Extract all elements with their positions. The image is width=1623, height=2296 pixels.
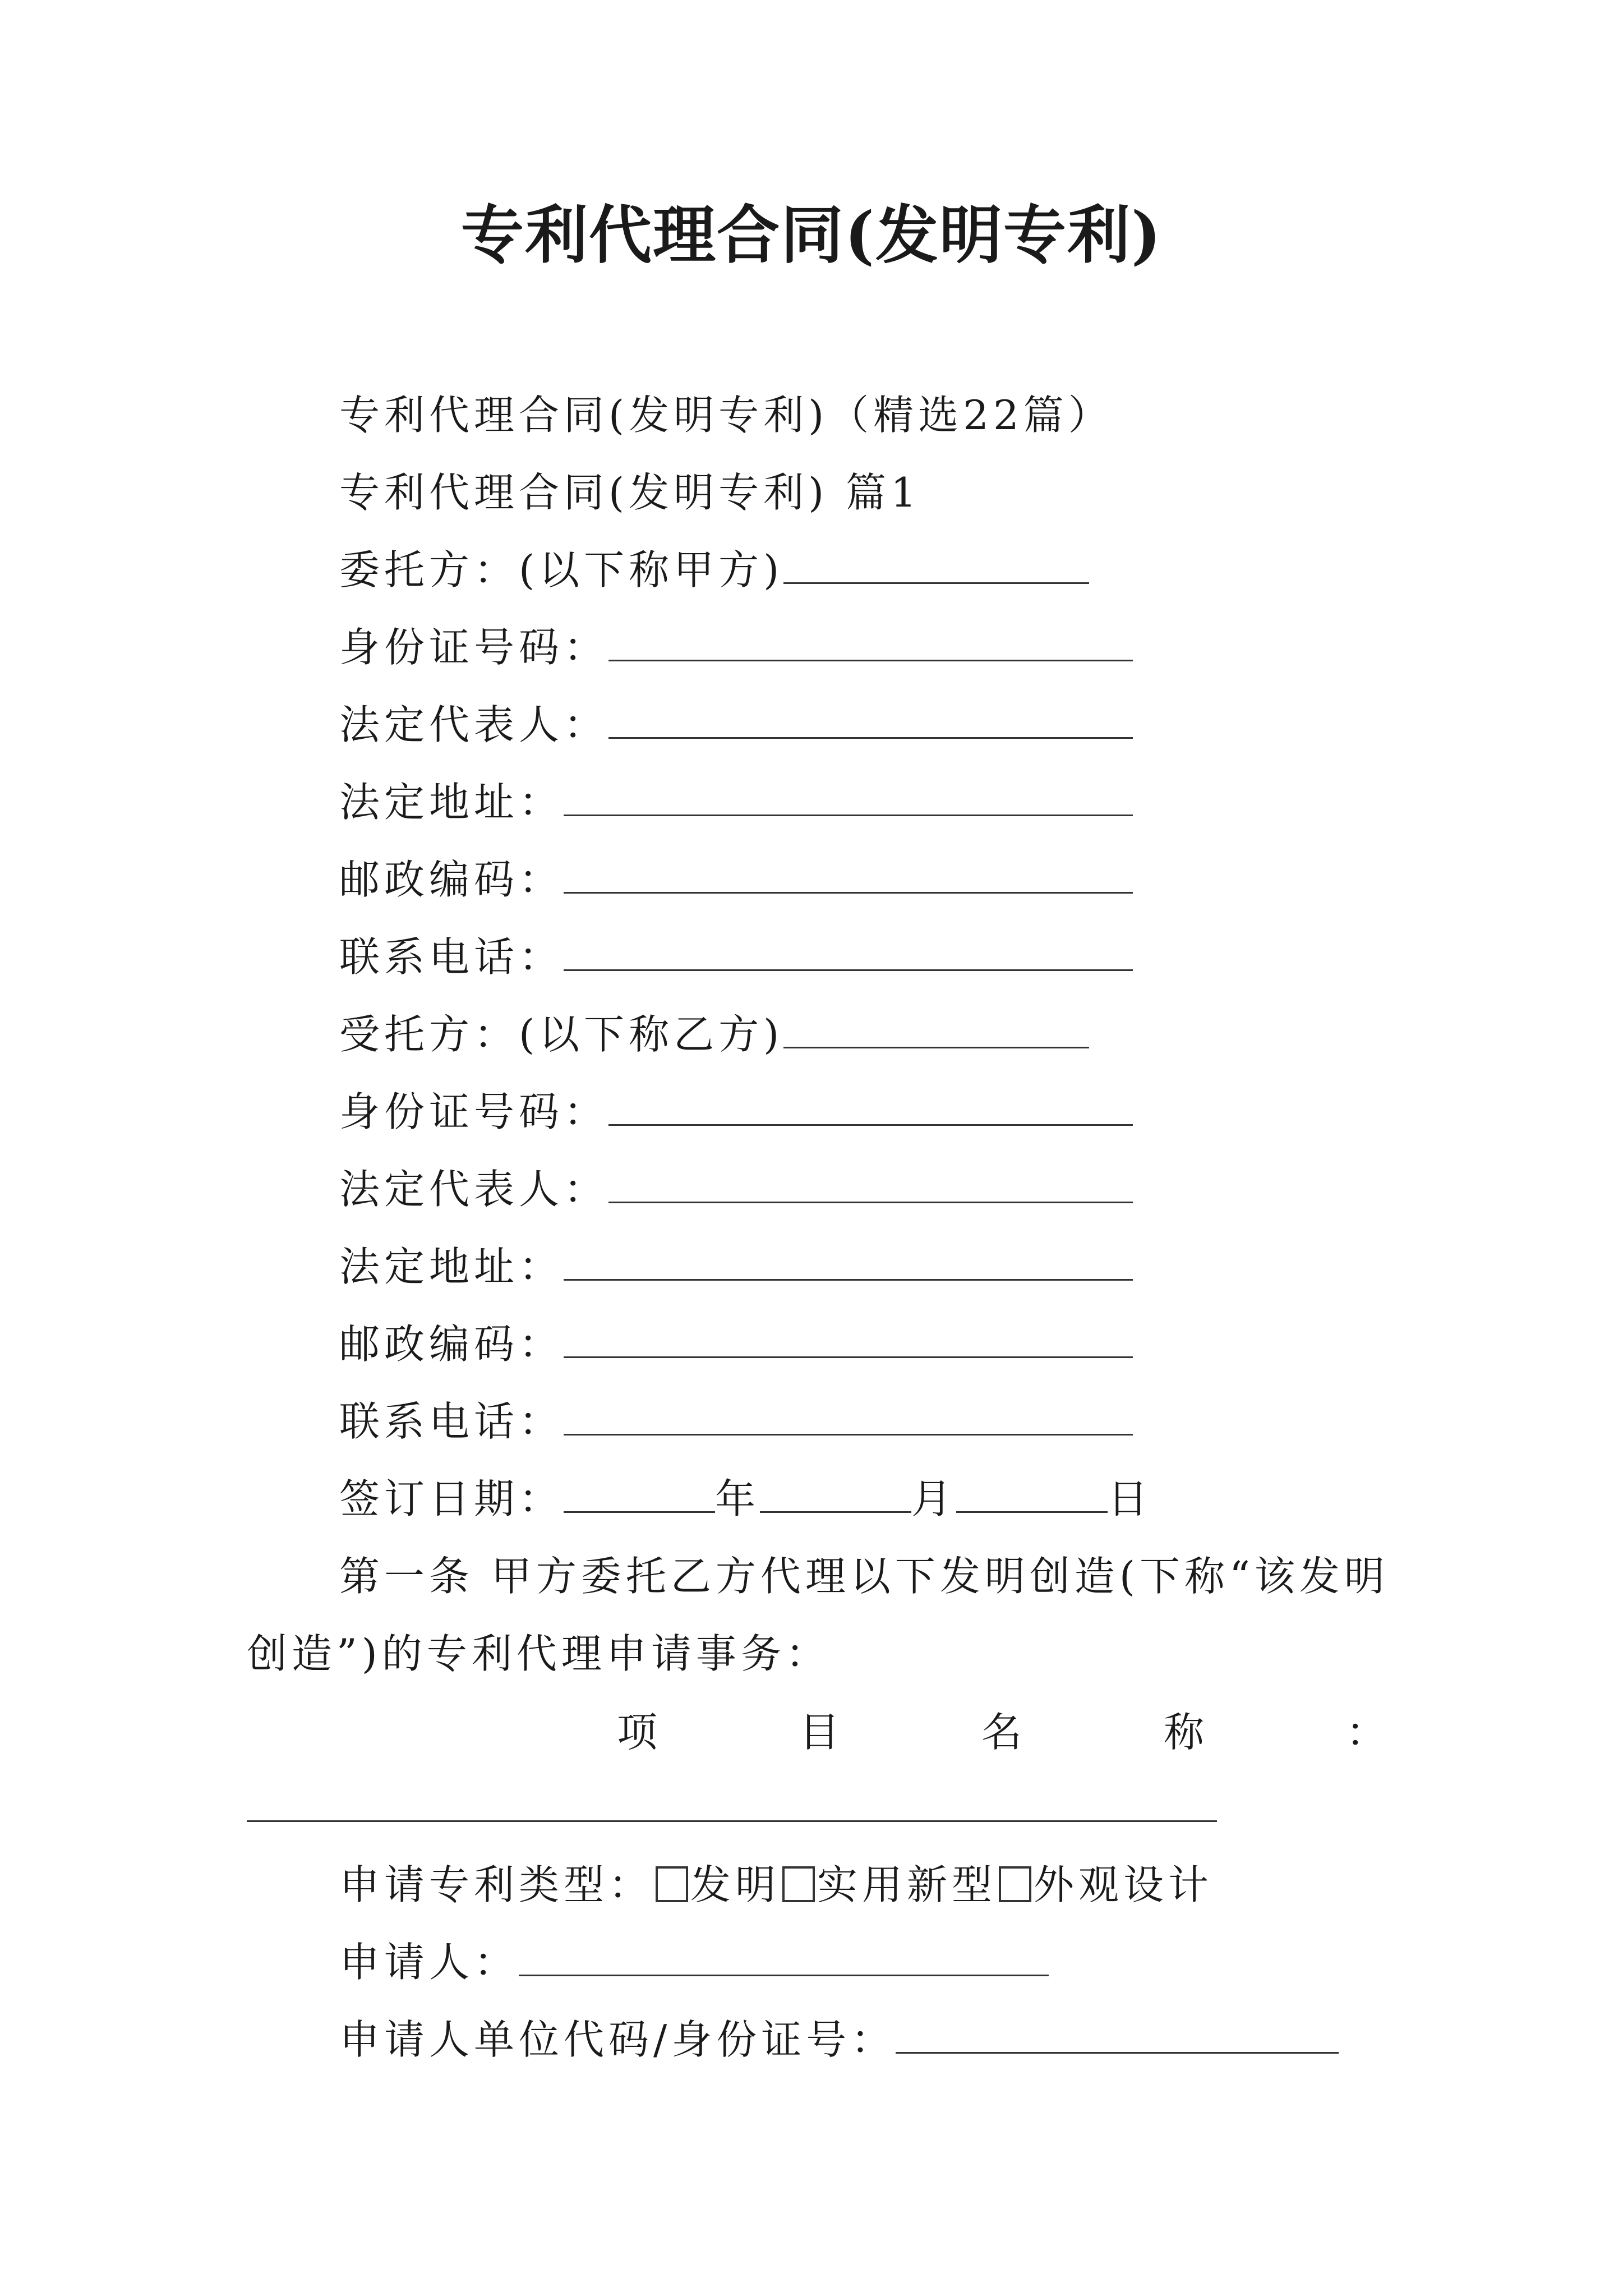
party-b-label: 受托方：(以下称乙方) bbox=[339, 1011, 784, 1058]
sign-date-line bbox=[339, 1471, 1152, 1527]
party-b-phone-blank[interactable] bbox=[564, 1399, 1133, 1435]
party-b-id-label: 身份证号码： bbox=[339, 1088, 609, 1135]
party-b-postcode-label: 邮政编码： bbox=[339, 1320, 564, 1368]
applicant-blank[interactable] bbox=[519, 1940, 1049, 1976]
party-b-postcode-blank[interactable] bbox=[564, 1322, 1133, 1358]
sign-day-blank[interactable] bbox=[956, 1476, 1108, 1513]
party-a-label: 委托方：(以下称甲方) bbox=[339, 546, 784, 593]
party-a-rep-line bbox=[339, 697, 1133, 753]
checkbox-invention[interactable] bbox=[656, 1866, 688, 1902]
party-a-id-label: 身份证号码： bbox=[339, 624, 609, 671]
party-a-postcode-label: 邮政编码： bbox=[339, 856, 564, 903]
party-b-blank[interactable] bbox=[783, 1012, 1089, 1048]
party-b-phone-line bbox=[339, 1393, 1133, 1450]
project-name-char-2: 目 bbox=[799, 1709, 840, 1756]
article1-line2: 创造”)的专利代理申请事务： bbox=[247, 1630, 831, 1677]
subtitle: 专利代理合同(发明专利)（精选22篇） bbox=[339, 392, 1113, 439]
party-a-address-line bbox=[339, 774, 1133, 830]
party-a-phone-label: 联系电话： bbox=[339, 933, 564, 981]
party-a-rep-blank[interactable] bbox=[608, 702, 1133, 739]
sign-year-label: 年 bbox=[715, 1475, 760, 1522]
sign-month-blank[interactable] bbox=[760, 1476, 911, 1513]
party-b-postcode-line bbox=[339, 1316, 1133, 1372]
party-a-rep-label: 法定代表人： bbox=[339, 701, 609, 748]
party-b-line bbox=[339, 1006, 1089, 1062]
sign-date-label: 签订日期： bbox=[339, 1475, 564, 1522]
party-b-id-line bbox=[339, 1084, 1133, 1140]
project-name-char-3: 名 bbox=[981, 1709, 1022, 1756]
document-title: 专利代理合同(发明专利) bbox=[461, 199, 1162, 272]
applicant-line bbox=[339, 1934, 1049, 1990]
party-a-phone-blank[interactable] bbox=[564, 935, 1133, 971]
applicant-code-line bbox=[339, 2012, 1339, 2068]
party-b-address-label: 法定地址： bbox=[339, 1243, 564, 1290]
party-b-address-line bbox=[339, 1239, 1133, 1295]
checkbox-design[interactable] bbox=[999, 1866, 1031, 1902]
party-a-id-blank[interactable] bbox=[608, 625, 1133, 661]
article1-line1: 第一条 甲方委托乙方代理以下发明创造(下称“该发明 bbox=[339, 1553, 1389, 1600]
sign-day-label: 日 bbox=[1108, 1475, 1153, 1522]
project-name-char-1: 项 bbox=[617, 1709, 658, 1756]
section-heading: 专利代理合同(发明专利) 篇1 bbox=[339, 469, 921, 516]
option-invention: 发明 bbox=[690, 1861, 781, 1908]
party-a-blank[interactable] bbox=[783, 547, 1089, 584]
party-a-address-label: 法定地址： bbox=[339, 779, 564, 826]
party-b-rep-label: 法定代表人： bbox=[339, 1166, 609, 1213]
project-name-blank[interactable] bbox=[247, 1820, 1217, 1822]
party-b-phone-label: 联系电话： bbox=[339, 1398, 564, 1445]
project-name-colon: ： bbox=[1346, 1709, 1387, 1756]
party-b-rep-blank[interactable] bbox=[608, 1167, 1133, 1203]
option-design: 外观设计 bbox=[1034, 1861, 1214, 1908]
patent-type-label: 申请专利类型： bbox=[339, 1861, 654, 1908]
party-a-line bbox=[339, 542, 1089, 598]
sign-year-blank[interactable] bbox=[564, 1476, 715, 1513]
party-b-rep-line bbox=[339, 1161, 1133, 1217]
party-b-address-blank[interactable] bbox=[564, 1244, 1133, 1281]
party-a-address-blank[interactable] bbox=[564, 780, 1133, 816]
applicant-label: 申请人： bbox=[339, 1939, 519, 1986]
sign-month-label: 月 bbox=[911, 1475, 957, 1522]
applicant-code-label: 申请人单位代码/身份证号： bbox=[339, 2016, 896, 2063]
party-a-postcode-blank[interactable] bbox=[564, 857, 1133, 894]
checkbox-utility-model[interactable] bbox=[782, 1866, 815, 1902]
party-b-id-blank[interactable] bbox=[608, 1089, 1133, 1126]
party-a-id-line bbox=[339, 619, 1133, 675]
party-a-postcode-line bbox=[339, 852, 1133, 908]
patent-type-line bbox=[339, 1857, 1213, 1913]
applicant-code-blank[interactable] bbox=[896, 2017, 1339, 2054]
party-a-phone-line bbox=[339, 929, 1133, 985]
project-name-char-4: 称 bbox=[1164, 1709, 1205, 1756]
option-utility-model: 实用新型 bbox=[817, 1861, 997, 1908]
